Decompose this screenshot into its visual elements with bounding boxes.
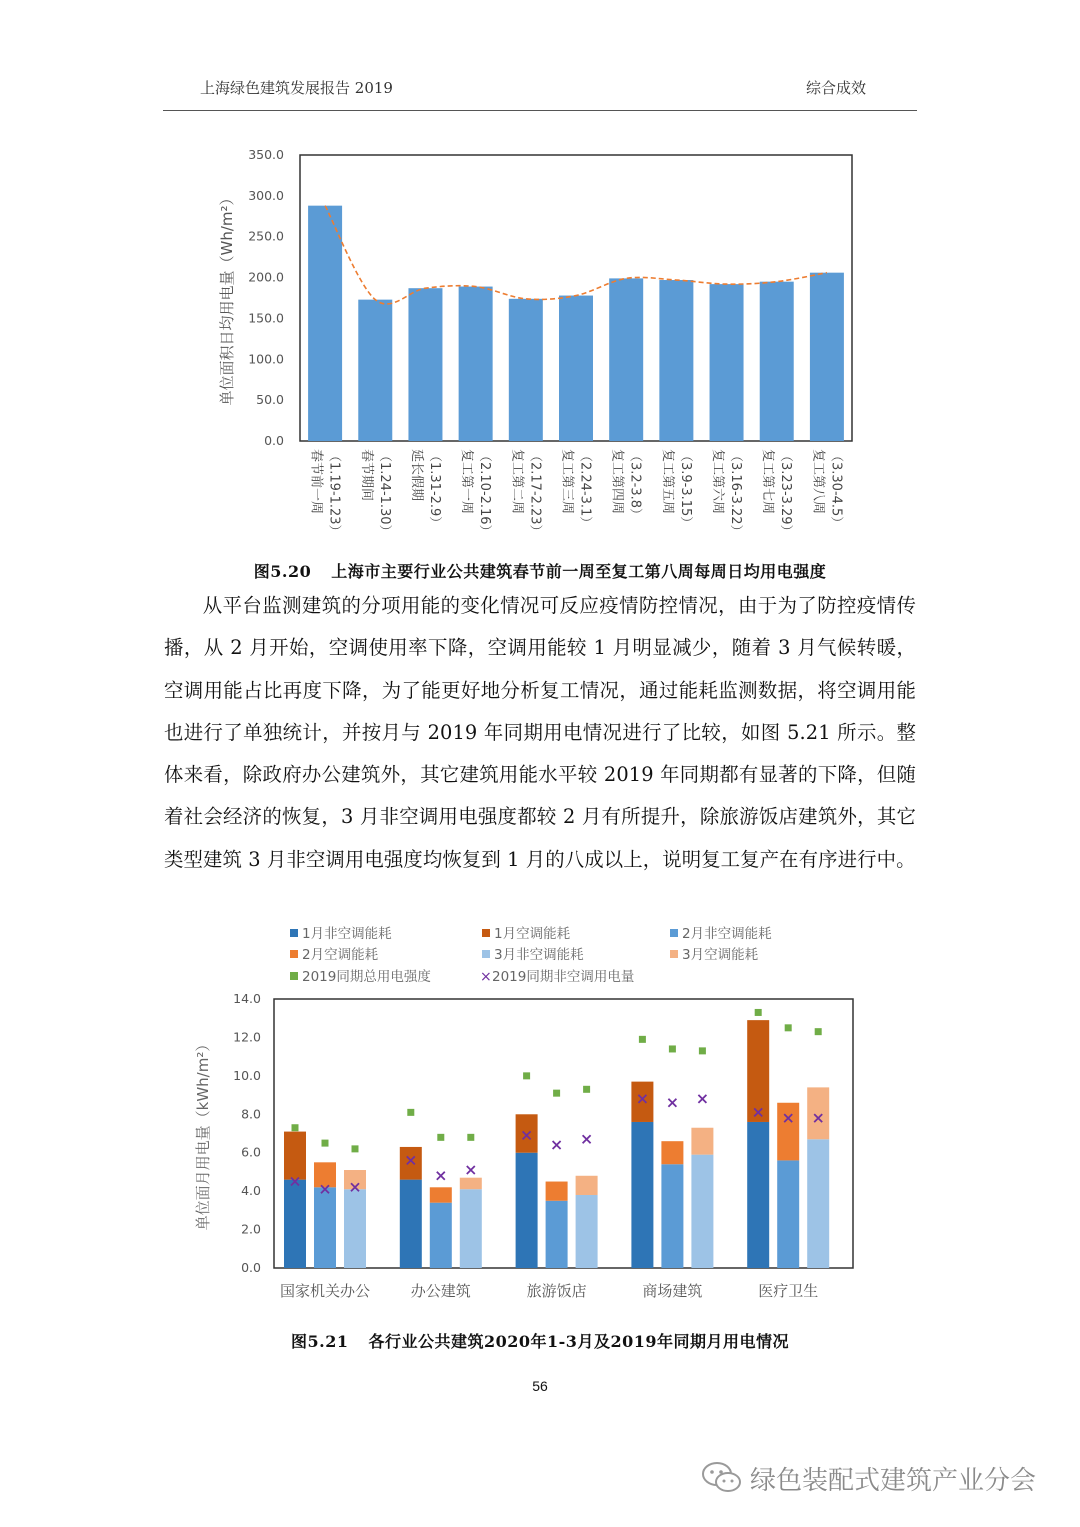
chart-monthly-electricity-by-sector <box>180 918 880 1313</box>
marker-2019-total <box>407 1109 414 1116</box>
running-header-section: 综合成效 <box>806 79 867 97</box>
marker-2019-total <box>292 1124 299 1131</box>
marker-2019-total <box>352 1145 359 1152</box>
y-tick-label: 0.0 <box>241 1260 261 1275</box>
bar-nonac-segment <box>631 1122 653 1268</box>
y-tick-label: 0.0 <box>264 433 284 448</box>
legend-label: 2月非空调能耗 <box>682 926 772 942</box>
legend-label: 3月空调能耗 <box>682 947 759 963</box>
bar-nonac-segment <box>661 1164 683 1268</box>
x-tick-range: （3.2-3.8） <box>627 449 643 522</box>
bar-nonac-segment <box>400 1180 422 1268</box>
legend-label: 2019同期非空调用电量 <box>492 969 635 985</box>
y-tick-label: 100.0 <box>248 351 284 367</box>
figure-5-21-caption <box>0 1329 1080 1352</box>
figure-5-21-number: 图5.21 <box>291 1332 349 1351</box>
legend-label: 1月空调能耗 <box>494 926 571 942</box>
marker-2019-total <box>523 1072 530 1079</box>
x-tick-name: 春节前一周 <box>308 449 324 515</box>
bar-nonac-segment <box>344 1189 366 1268</box>
bar-nonac-segment <box>777 1160 799 1268</box>
marker-2019-nonac <box>583 1135 591 1143</box>
bar-nonac-segment <box>460 1189 482 1268</box>
page-number: 56 <box>532 1378 548 1394</box>
legend-item <box>482 925 571 942</box>
y-tick-label: 2.0 <box>241 1221 261 1237</box>
legend-item <box>670 925 772 942</box>
x-tick-range: （1.24-1.30） <box>376 449 392 538</box>
marker-2019-nonac <box>698 1095 706 1103</box>
x-tick-range: （2.24-3.1） <box>577 449 593 530</box>
bar-ac-segment <box>546 1182 568 1201</box>
marker-2019-nonac <box>467 1166 475 1174</box>
bar-ac-segment <box>516 1114 538 1152</box>
x-tick-name: 延长假期 <box>408 449 424 502</box>
x-tick-label: 商场建筑 <box>642 1282 703 1300</box>
x-tick-name: 春节期间 <box>358 449 374 502</box>
x-tick-label <box>409 449 442 529</box>
bar-nonac-segment <box>516 1153 538 1268</box>
bar-ac-segment <box>807 1087 829 1139</box>
figure-5-20-caption <box>0 559 1080 582</box>
bar <box>459 287 493 441</box>
figure-5-21-title: 各行业公共建筑2020年1-3月及2019年同期月用电情况 <box>368 1332 789 1351</box>
bar-nonac-segment <box>747 1122 769 1268</box>
x-tick-label <box>760 449 793 538</box>
x-tick-label <box>309 449 342 538</box>
marker-2019-total <box>669 1045 676 1052</box>
marker-2019-total <box>583 1086 590 1093</box>
marker-2019-total <box>437 1134 444 1141</box>
x-tick-range: （3.23-3.29） <box>778 449 794 538</box>
chart-weekly-electricity-intensity <box>200 138 880 543</box>
bar-nonac-segment <box>284 1180 306 1268</box>
x-tick-name: 复工第三周 <box>559 449 575 515</box>
bar-ac-segment <box>460 1178 482 1190</box>
legend-item <box>290 946 379 963</box>
legend-label: 1月非空调能耗 <box>302 926 392 942</box>
x-tick-label <box>710 449 743 538</box>
bar-ac-segment <box>661 1141 683 1164</box>
x-tick-label: 医疗卫生 <box>758 1282 819 1300</box>
legend-swatch <box>670 950 678 958</box>
marker-2019-nonac <box>553 1141 561 1149</box>
x-tick-range: （1.31-2.9） <box>426 449 442 530</box>
y-tick-label: 50.0 <box>256 392 284 408</box>
x-tick-name: 复工第四周 <box>609 449 625 515</box>
x-tick-name: 复工第一周 <box>459 449 475 515</box>
x-tick-label <box>810 449 843 529</box>
y-tick-label: 6.0 <box>241 1144 261 1160</box>
x-tick-label <box>359 449 392 538</box>
figure-5-20-title: 上海市主要行业公共建筑春节前一周至复工第八周每周日均用电强度 <box>331 562 827 581</box>
figure-5-20-number: 图5.20 <box>253 562 312 581</box>
x-tick-label <box>560 449 593 529</box>
legend-marker-x: × <box>480 969 492 985</box>
x-tick-label: 办公建筑 <box>410 1282 471 1300</box>
watermark-text: 绿色装配式建筑产业分会 <box>750 1466 1037 1496</box>
y-tick-label: 200.0 <box>248 269 284 285</box>
bar <box>760 282 794 441</box>
legend-item <box>482 946 584 963</box>
bar-ac-segment <box>777 1103 799 1161</box>
wechat-logo-icon <box>700 1458 744 1498</box>
bar-nonac-segment <box>546 1201 568 1268</box>
bar-nonac-segment <box>314 1187 336 1268</box>
legend-label: 3月非空调能耗 <box>494 947 584 963</box>
y-tick-label: 12.0 <box>233 1029 261 1045</box>
y-tick-label: 250.0 <box>248 228 284 244</box>
header-rule <box>163 110 917 111</box>
y-tick-label: 4.0 <box>241 1183 261 1199</box>
x-tick-name: 复工第二周 <box>509 449 525 515</box>
legend-swatch <box>290 972 298 980</box>
y-tick-label: 8.0 <box>241 1106 261 1122</box>
x-tick-range: （3.16-3.22） <box>728 449 744 538</box>
bar-nonac-segment <box>430 1203 452 1268</box>
marker-2019-nonac <box>668 1099 676 1107</box>
bar <box>710 284 744 441</box>
bar <box>559 296 593 441</box>
marker-2019-total <box>755 1009 762 1016</box>
bar-nonac-segment <box>576 1195 598 1268</box>
legend-label: 2019同期总用电强度 <box>302 969 431 985</box>
x-tick-label <box>610 449 643 521</box>
legend-swatch <box>670 929 678 937</box>
bar-ac-segment <box>314 1162 336 1187</box>
y-tick-label: 14.0 <box>233 991 261 1006</box>
body-paragraph <box>164 585 916 881</box>
marker-2019-total <box>639 1036 646 1043</box>
x-tick-label <box>459 449 492 538</box>
y-tick-label: 10.0 <box>233 1067 261 1083</box>
x-tick-label <box>509 449 542 538</box>
bar-ac-segment <box>747 1020 769 1122</box>
bar-ac-segment <box>631 1082 653 1122</box>
bar <box>308 206 342 441</box>
bar-ac-segment <box>284 1132 306 1180</box>
bar <box>509 299 543 441</box>
bar-ac-segment <box>400 1147 422 1180</box>
watermark <box>700 1458 1060 1502</box>
legend-item <box>290 925 392 942</box>
y-tick-label: 350.0 <box>248 147 284 162</box>
y-axis-label: 单位面积日均用电量（Wh/m²） <box>218 190 236 406</box>
bar-ac-segment <box>691 1128 713 1155</box>
bar <box>810 273 844 441</box>
marker-2019-total <box>699 1047 706 1054</box>
marker-2019-total <box>467 1134 474 1141</box>
marker-2019-total <box>322 1140 329 1147</box>
x-tick-range: （3.9-3.15） <box>677 449 693 530</box>
marker-2019-nonac <box>437 1172 445 1180</box>
x-tick-range: （2.10-2.16） <box>477 449 493 538</box>
running-header-title: 上海绿色建筑发展报告 2019 <box>200 79 393 97</box>
x-tick-name: 复工第七周 <box>760 449 776 515</box>
bar-ac-segment <box>430 1187 452 1202</box>
legend-swatch <box>482 929 490 937</box>
legend-item <box>290 968 431 985</box>
bar <box>609 278 643 441</box>
legend-label: 2月空调能耗 <box>302 947 379 963</box>
bar <box>408 288 442 441</box>
bar <box>659 280 693 441</box>
x-tick-name: 复工第八周 <box>810 449 826 515</box>
y-axis-label: 单位面月用电量（kWh/m²） <box>194 1036 212 1231</box>
x-tick-range: （3.30-4.5） <box>828 449 844 530</box>
bar-ac-segment <box>576 1176 598 1195</box>
body-paragraph-text: 从平台监测建筑的分项用能的变化情况可反应疫情防控情况，由于为了防控疫情传播，从 2 月开始，空调使用率下降，空调用能较 1 月明显减少，随着 3 月气候转暖，空调用能占比再度下降，为了能更好地分析复工情况，通过能耗监测数据，将空调用能也进行了单独统计，并按月与 2019 年同期用电情况进行了比较，如图 5.21 所示。整体来看，除政府办公建筑外，其它建筑用能水平较 2019 年同期都有显著的下降，但随着社会经济的恢复，3 月非空调用电强度都较 2 月有所提升，除旅游饭店建筑外，其它类型建筑 3 月非空调用电强度均恢复到 1 月的八成以上，说明复工复产在有序进行中。 <box>164 594 916 871</box>
bar-nonac-segment <box>807 1139 829 1268</box>
x-tick-range: （1.19-1.23） <box>326 449 342 538</box>
y-tick-label: 150.0 <box>248 310 284 326</box>
legend-swatch <box>290 950 298 958</box>
trendline <box>325 206 827 304</box>
bar <box>358 300 392 441</box>
legend-swatch <box>290 929 298 937</box>
x-tick-name: 复工第五周 <box>659 449 675 515</box>
marker-2019-total <box>785 1024 792 1031</box>
bar-nonac-segment <box>691 1155 713 1268</box>
legend-item <box>480 968 634 985</box>
y-tick-label: 300.0 <box>248 187 284 203</box>
marker-2019-total <box>553 1090 560 1097</box>
legend-item <box>670 946 759 963</box>
legend-swatch <box>482 950 490 958</box>
marker-2019-total <box>815 1028 822 1035</box>
x-tick-name: 复工第六周 <box>710 449 726 515</box>
x-tick-label: 国家机关办公 <box>279 1282 371 1300</box>
x-tick-range: （2.17-2.23） <box>527 449 543 538</box>
x-tick-label: 旅游饭店 <box>526 1282 587 1300</box>
x-tick-label <box>660 449 693 529</box>
